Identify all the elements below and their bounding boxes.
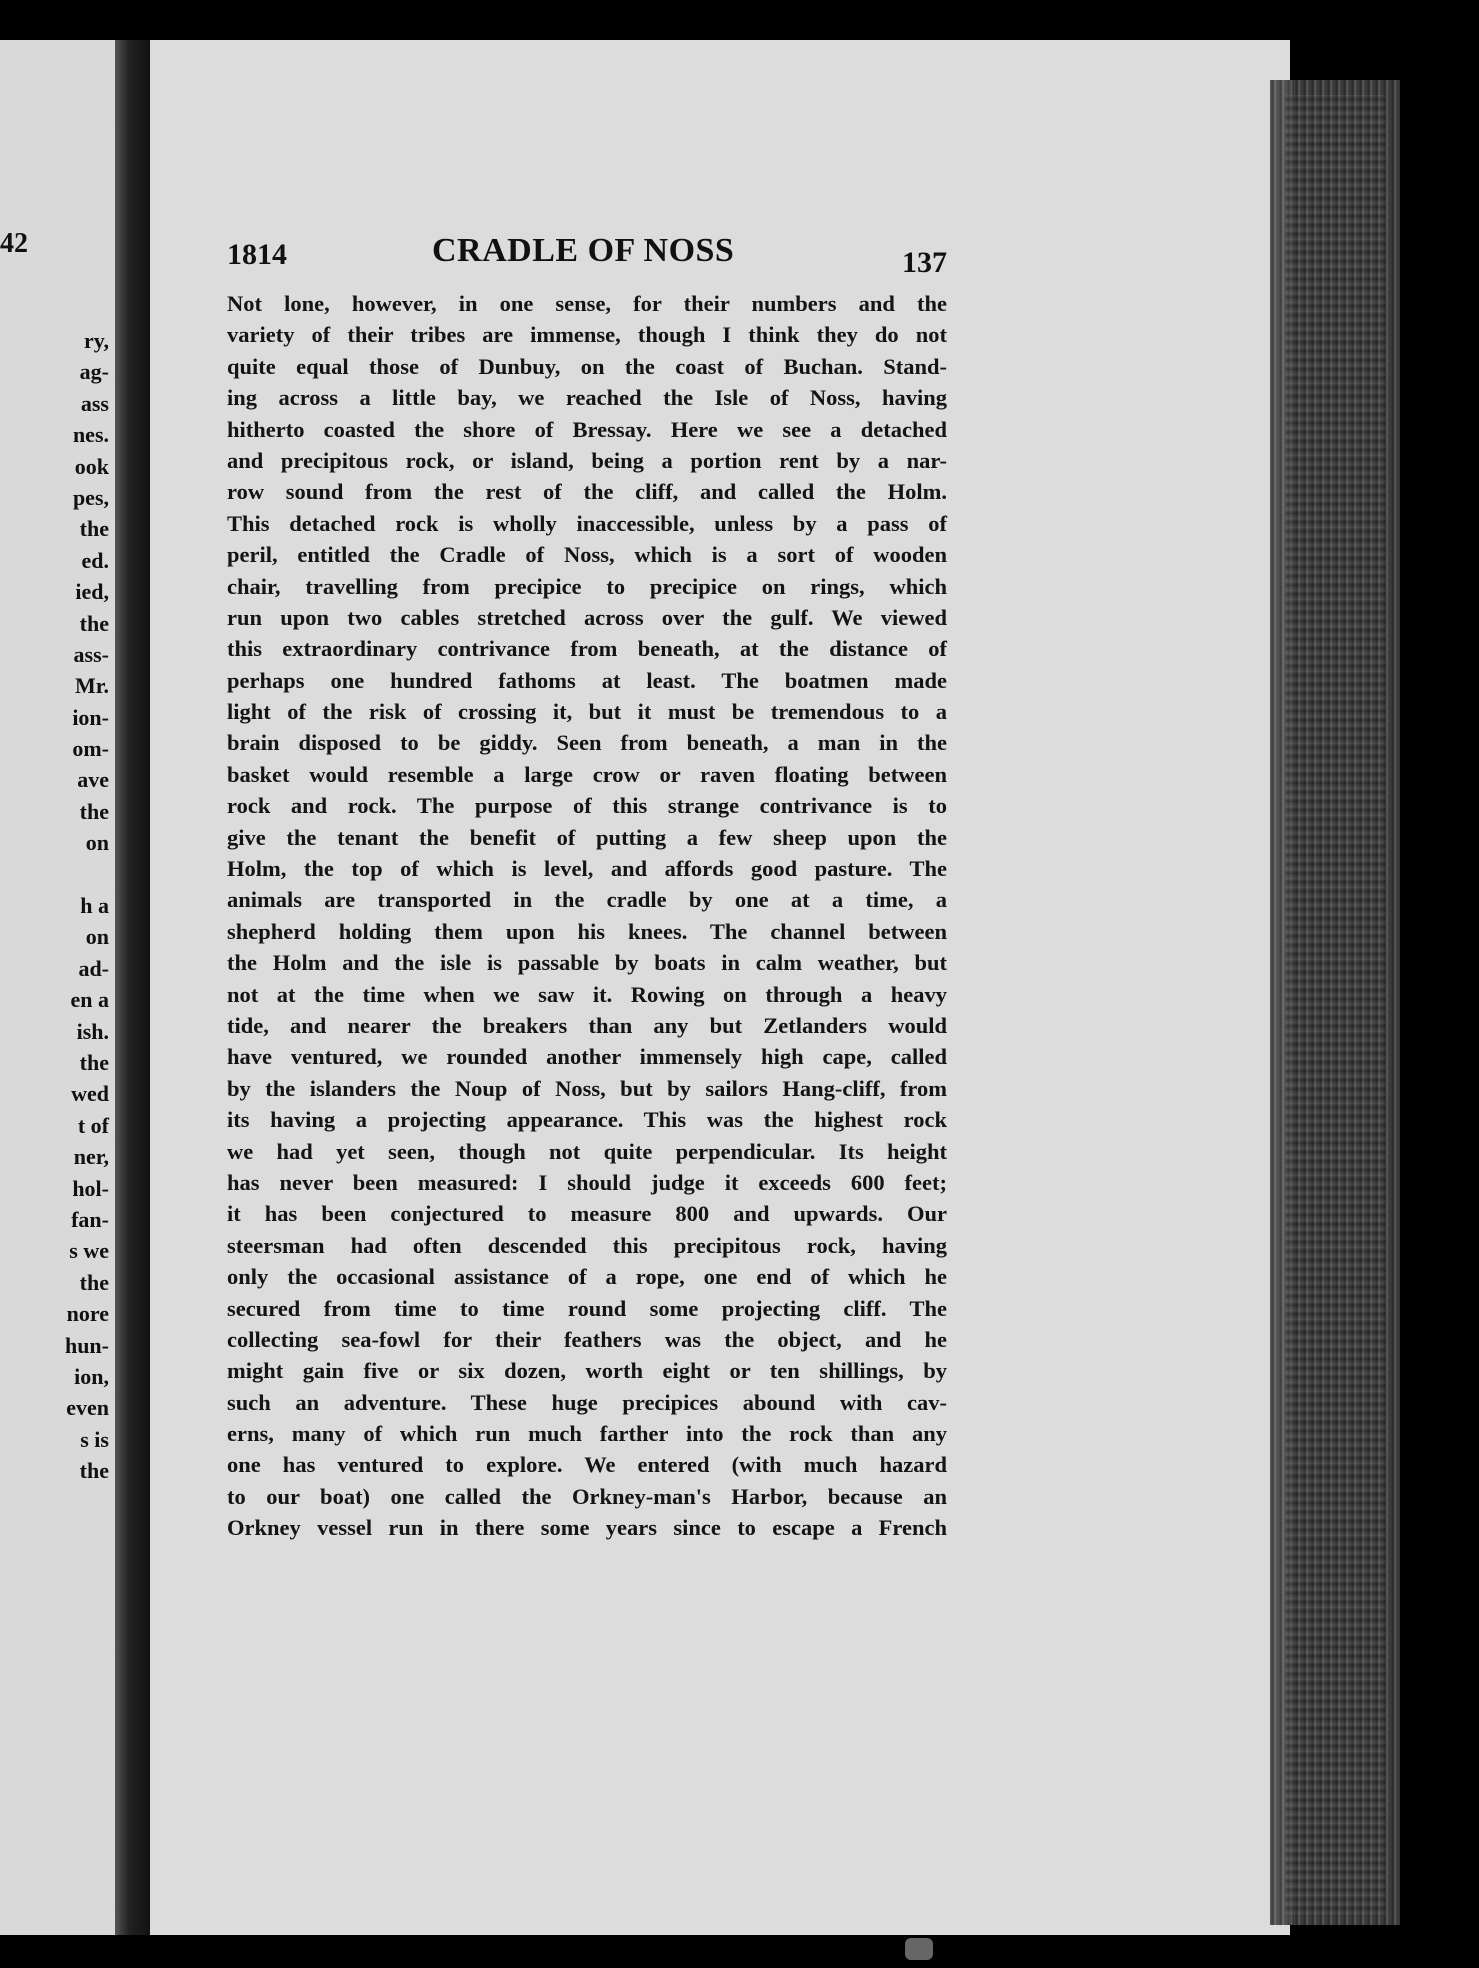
text-line: erns, many of which run much farther into the rock than any <box>227 1421 947 1447</box>
text-line: Not lone, however, in one sense, for their numbers and the <box>227 291 947 316</box>
left-line-fragment: the <box>79 1269 109 1295</box>
left-line-fragment: ook <box>74 453 109 479</box>
text-line: one has ventured to explore. We entered (with much hazard <box>227 1452 947 1478</box>
left-line-fragment: s we <box>69 1238 109 1264</box>
book-gutter <box>115 40 150 1935</box>
text-line: not at the time when we saw it. Rowing on through a heavy <box>227 981 947 1007</box>
text-line: quite equal those of Dunbuy, on the coast of Buchan. Stand- <box>227 353 947 379</box>
text-line: has never been measured: I should judge it exceeds 600 feet; <box>227 1169 947 1195</box>
left-line-fragment: the <box>79 516 109 542</box>
left-line-fragment: ass- <box>73 641 109 667</box>
text-line: rock and rock. The purpose of this strange contrivance is to <box>227 793 947 819</box>
text-line: tide, and nearer the breakers than any but Zetlanders would <box>227 1012 947 1038</box>
left-line-fragment: on <box>85 924 109 950</box>
left-line-fragment <box>65 859 109 890</box>
left-line-fragment: the <box>79 1458 109 1484</box>
text-line: such an adventure. These huge precipices abound with cav- <box>227 1389 947 1415</box>
left-line-fragment: hun- <box>64 1332 109 1358</box>
text-line: and precipitous rock, or island, being a portion rent by a nar- <box>227 447 947 473</box>
text-line: perhaps one hundred fathoms at least. The boatmen made <box>227 667 947 693</box>
text-line: we had yet seen, though not quite perpendicular. Its height <box>227 1138 947 1164</box>
left-line-fragment: on <box>85 830 109 856</box>
left-line-fragment: en a <box>70 987 109 1013</box>
left-line-fragment: wed <box>71 1081 109 1107</box>
text-line: this extraordinary contrivance from beneath, at the distance of <box>227 636 947 662</box>
text-line: peril, entitled the Cradle of Noss, which is a sort of wooden <box>227 542 947 568</box>
text-line: by the islanders the Noup of Noss, but by sailors Hang-cliff, from <box>227 1075 947 1101</box>
left-line-fragment: om- <box>72 736 109 762</box>
text-line: light of the risk of crossing it, but it must be tremendous to a <box>227 699 947 725</box>
left-line-fragment: hol- <box>72 1175 109 1201</box>
text-line: give the tenant the benefit of putting a few sheep upon the <box>227 824 947 850</box>
text-line: collecting sea-fowl for their feathers was the object, and he <box>227 1326 947 1352</box>
text-line: brain disposed to be giddy. Seen from beneath, a man in the <box>227 730 947 756</box>
text-line: hitherto coasted the shore of Bressay. Here we see a detached <box>227 416 947 442</box>
text-line: it has been conjectured to measure 800 and upwards. Our <box>227 1201 947 1227</box>
running-title: CRADLE OF NOSS <box>432 232 735 269</box>
text-line: chair, travelling from precipice to precipice on rings, which <box>227 573 947 599</box>
left-line-fragment: ion- <box>72 704 109 730</box>
page-number: 137 <box>902 246 947 279</box>
left-page-text <box>65 325 109 1486</box>
left-line-fragment: ave <box>77 767 109 793</box>
left-line-fragment: even <box>66 1395 109 1421</box>
page-edge-texture <box>1285 95 1385 1915</box>
text-line: This detached rock is wholly inaccessible, unless by a pass of <box>227 510 947 536</box>
text-line: ing across a little bay, we reached the Isle of Noss, having <box>227 385 947 411</box>
header-year: 1814 <box>227 238 287 271</box>
left-line-fragment: s is <box>80 1426 109 1452</box>
left-line-fragment: h a <box>80 893 109 919</box>
text-line: run upon two cables stretched across over the gulf. We viewed <box>227 604 947 630</box>
left-line-fragment: ass <box>80 390 109 416</box>
scan-mark <box>905 1938 933 1960</box>
left-page <box>0 40 115 1935</box>
left-page-number: 42 <box>0 228 28 259</box>
text-line: secured from time to time round some projecting cliff. The <box>227 1295 947 1321</box>
left-line-fragment: Mr. <box>74 673 109 699</box>
text-line: variety of their tribes are immense, though I think they do not <box>227 322 947 348</box>
text-line: might gain five or six dozen, worth eight or ten shillings, by <box>227 1358 947 1384</box>
text-line: its having a projecting appearance. This was the highest rock <box>227 1107 947 1133</box>
left-line-fragment: the <box>79 1049 109 1075</box>
text-line: shepherd holding them upon his knees. The channel between <box>227 918 947 944</box>
left-line-fragment: ied, <box>75 579 109 605</box>
left-line-fragment: nes. <box>72 422 109 448</box>
left-line-fragment: ish. <box>76 1018 109 1044</box>
left-line-fragment: fan- <box>71 1206 109 1232</box>
left-line-fragment: pes, <box>72 484 109 510</box>
left-line-fragment: the <box>79 798 109 824</box>
left-line-fragment: the <box>79 610 109 636</box>
text-line: basket would resemble a large crow or raven floating between <box>227 761 947 787</box>
left-line-fragment: ag- <box>79 359 109 385</box>
text-line: only the occasional assistance of a rope, one end of which he <box>227 1264 947 1290</box>
left-line-fragment: ner, <box>73 1144 109 1170</box>
left-line-fragment: t of <box>77 1112 109 1138</box>
left-line-fragment: ry, <box>83 328 109 353</box>
left-line-fragment: nore <box>66 1301 109 1327</box>
text-line: Holm, the top of which is level, and affords good pasture. The <box>227 856 947 882</box>
left-line-fragment: ad- <box>78 955 109 981</box>
text-line: have ventured, we rounded another immensely high cape, called <box>227 1044 947 1070</box>
left-line-fragment: ion, <box>74 1363 109 1389</box>
page-header <box>227 232 947 282</box>
text-line: the Holm and the isle is passable by boats in calm weather, but <box>227 950 947 976</box>
text-line: row sound from the rest of the cliff, and called the Holm. <box>227 479 947 505</box>
text-line: animals are transported in the cradle by one at a time, a <box>227 887 947 913</box>
body-text <box>227 288 947 1544</box>
text-line: steersman had often descended this precipitous rock, having <box>227 1232 947 1258</box>
left-line-fragment: ed. <box>81 547 109 573</box>
text-line: to our boat) one called the Orkney-man's Harbor, because an <box>227 1483 947 1509</box>
text-line: Orkney vessel run in there some years since to escape a French <box>227 1515 947 1541</box>
